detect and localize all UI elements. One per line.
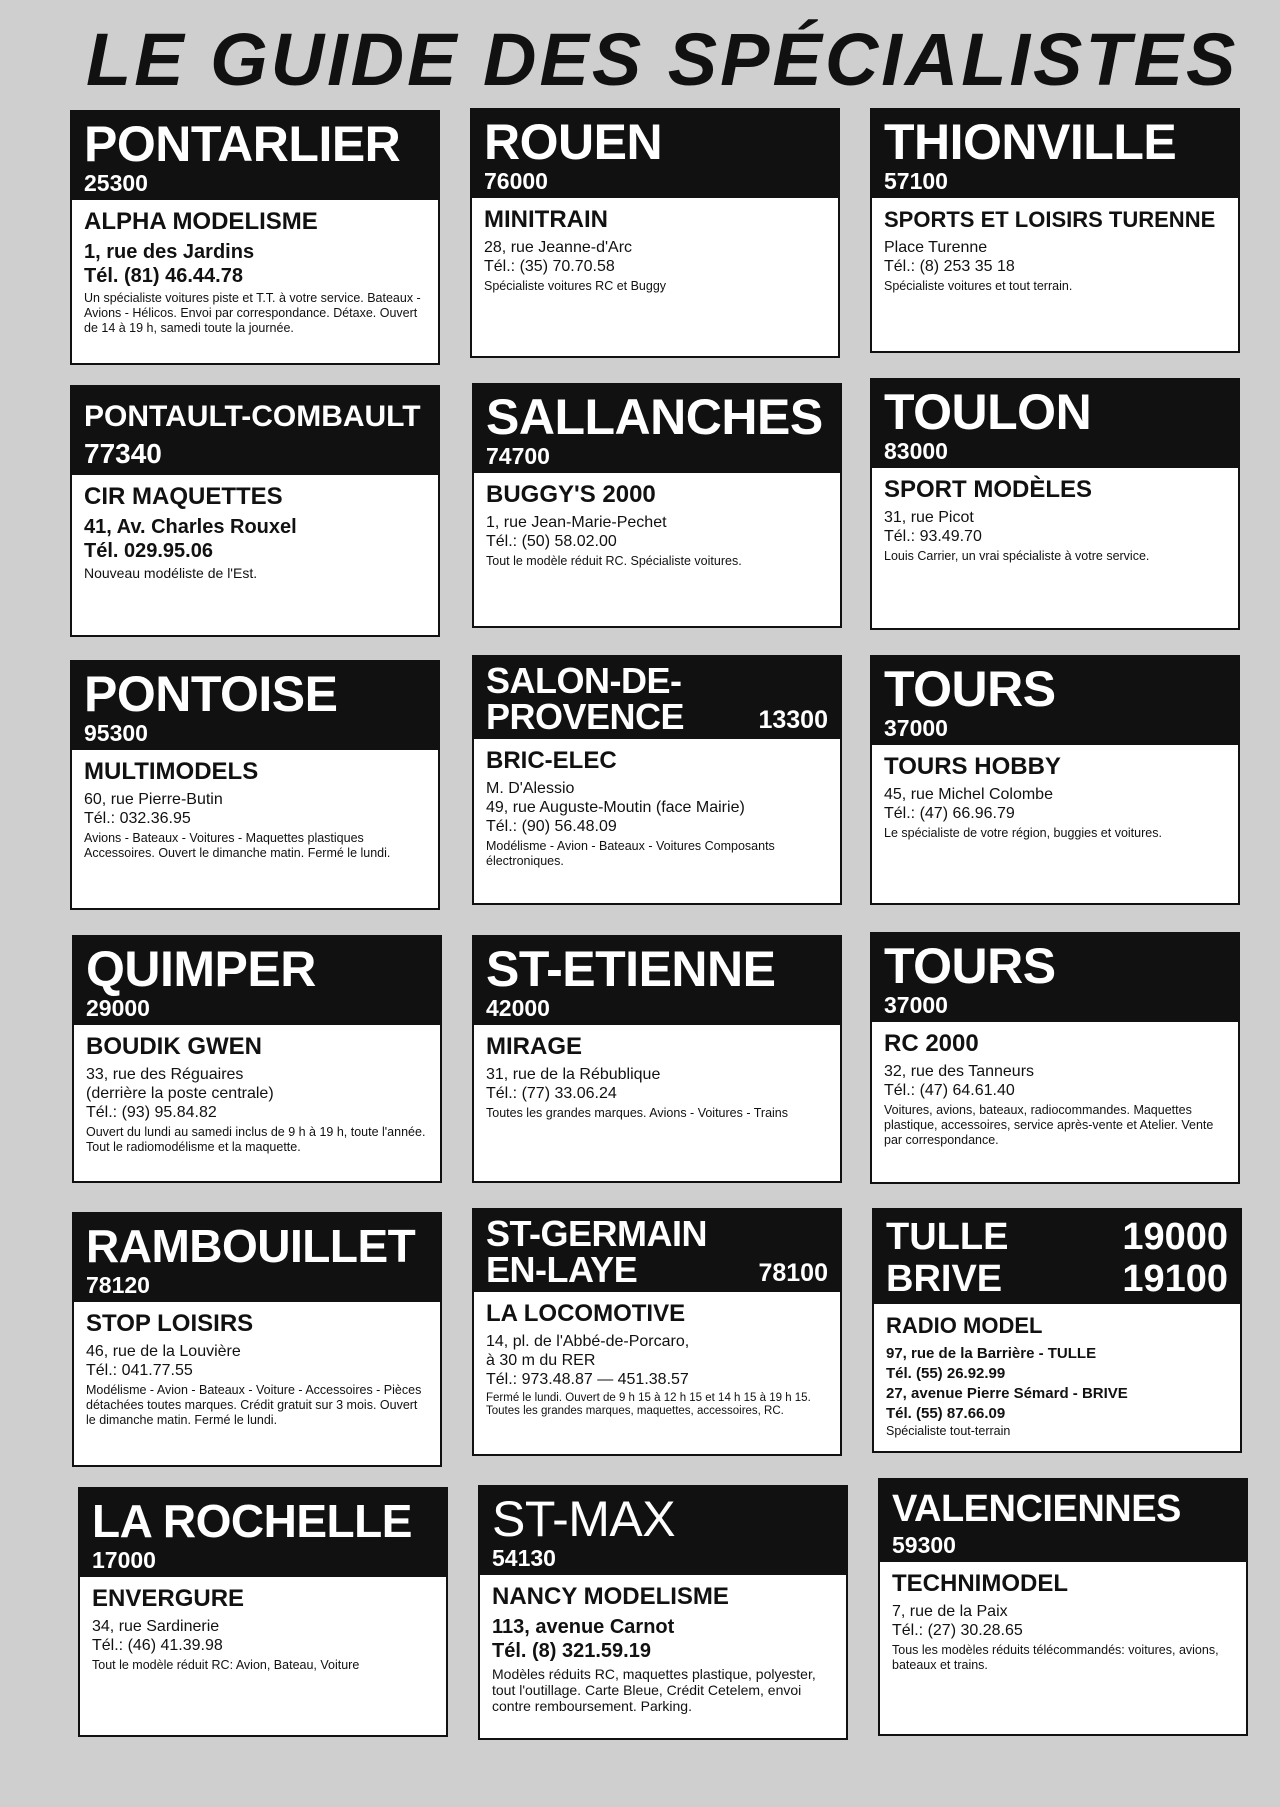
city-name: SALLANCHES bbox=[486, 389, 823, 445]
address-line: 34, rue Sardinerie bbox=[92, 1618, 220, 1635]
shop-card-st-max bbox=[478, 1485, 848, 1740]
card-body bbox=[480, 1575, 846, 1722]
card-body bbox=[872, 198, 1238, 302]
address-line: 46, rue de la Louvière bbox=[86, 1343, 241, 1360]
address-line: Place Turenne bbox=[884, 239, 988, 256]
phone: Tél.: (90) 56.48.09 bbox=[486, 818, 617, 835]
card-body bbox=[74, 1302, 440, 1436]
shop-card-st-etienne bbox=[472, 935, 842, 1183]
shop-name: MULTIMODELS bbox=[84, 758, 259, 785]
shop-name: BOUDIK GWEN bbox=[86, 1033, 262, 1060]
address-line: 32, rue des Tanneurs bbox=[884, 1063, 1035, 1080]
card-header bbox=[872, 380, 1238, 468]
card-header bbox=[72, 112, 438, 200]
address-line: à 30 m du RER bbox=[486, 1352, 596, 1369]
shop-name: NANCY MODELISME bbox=[492, 1583, 729, 1610]
city-name-line: PROVENCE bbox=[486, 696, 685, 737]
shop-card-rc-2000 bbox=[870, 932, 1240, 1184]
address-line: 31, rue de la Rébublique bbox=[486, 1066, 661, 1083]
address bbox=[86, 1065, 428, 1122]
shop-note: Spécialiste voitures RC et Buggy bbox=[484, 279, 667, 293]
shop-note: Modélisme - Avion - Bateaux - Voiture - Accessoires - Pièces détachées toutes marques. Crédit gratuit sur 3 mois. Ouvert le dimanche matin. Fermé le lundi. bbox=[86, 1383, 422, 1427]
card-header bbox=[474, 385, 840, 473]
shop-card-pontault-combault bbox=[70, 385, 440, 637]
address bbox=[886, 1344, 1228, 1424]
shop-card-thionville bbox=[870, 108, 1240, 353]
address bbox=[486, 1065, 828, 1103]
city-name: TULLE bbox=[886, 1216, 1009, 1258]
shop-name: MINITRAIN bbox=[484, 206, 608, 233]
card-header bbox=[474, 657, 840, 739]
shop-card-sallanches bbox=[472, 383, 842, 628]
address-line: 113, avenue Carnot bbox=[492, 1616, 675, 1638]
address bbox=[892, 1602, 1234, 1640]
postcode: 54130 bbox=[492, 1545, 556, 1571]
address bbox=[486, 1332, 828, 1389]
shop-card-la-rochelle bbox=[78, 1487, 448, 1737]
city-name: ST-ETIENNE bbox=[486, 941, 776, 997]
shop-card-pontarlier bbox=[70, 110, 440, 365]
city-name-line: ST-GERMAIN bbox=[486, 1213, 708, 1254]
shop-note: Toutes les grandes marques. Avions - Voitures - Trains bbox=[486, 1106, 789, 1120]
shop-card-st-germain-en-laye bbox=[472, 1208, 842, 1456]
shop-note: Spécialiste tout-terrain bbox=[886, 1424, 1011, 1438]
city-row bbox=[886, 1216, 1228, 1258]
address-line: 45, rue Michel Colombe bbox=[884, 786, 1053, 803]
postcode: 19000 bbox=[1122, 1216, 1228, 1258]
address-line: 1, rue Jean-Marie-Pechet bbox=[486, 514, 667, 531]
shop-name: RADIO MODEL bbox=[886, 1313, 1043, 1338]
phone: Tél.: (35) 70.70.58 bbox=[484, 258, 615, 275]
shop-note: Louis Carrier, un vrai spécialiste à votre service. bbox=[884, 549, 1150, 563]
postcode: 17000 bbox=[92, 1547, 156, 1573]
shop-card-quimper bbox=[72, 935, 442, 1183]
city-name: THIONVILLE bbox=[884, 114, 1177, 170]
shop-note: Nouveau modéliste de l'Est. bbox=[84, 565, 258, 581]
card-header bbox=[880, 1480, 1246, 1562]
phone: Tél.: (93) 95.84.82 bbox=[86, 1104, 217, 1121]
address bbox=[884, 238, 1226, 276]
shop-note: Ouvert du lundi au samedi inclus de 9 h à 19 h, toute l'année. Tout le radiomodélisme et la maquette. bbox=[86, 1125, 426, 1154]
card-header bbox=[472, 110, 838, 198]
postcode: 78100 bbox=[758, 1259, 828, 1287]
phone: Tél.: (47) 66.96.79 bbox=[884, 805, 1015, 822]
shop-note: Modèles réduits RC, maquettes plastique, polyester, tout l'outillage. Carte Bleue, Crédit Cetelem, envoi contre remboursement. Parking. bbox=[492, 1666, 816, 1714]
shop-name: ALPHA MODELISME bbox=[84, 208, 318, 235]
phone: Tél. (55) 26.92.99 bbox=[886, 1365, 1006, 1382]
shop-card-tulle-brive bbox=[872, 1208, 1242, 1453]
postcode: 42000 bbox=[486, 995, 550, 1021]
address bbox=[484, 238, 826, 276]
postcode: 95300 bbox=[84, 720, 148, 746]
address-line: 60, rue Pierre-Butin bbox=[84, 791, 223, 808]
shop-name: ENVERGURE bbox=[92, 1585, 245, 1612]
phone: Tél.: 032.36.95 bbox=[84, 810, 191, 827]
address bbox=[86, 1342, 428, 1380]
city-name: TOURS bbox=[884, 938, 1056, 994]
address-line: (derrière la poste centrale) bbox=[86, 1085, 274, 1102]
shop-note: Tout le modèle réduit RC: Avion, Bateau, Voiture bbox=[92, 1658, 360, 1672]
postcode: 78120 bbox=[86, 1272, 150, 1298]
address-line: 1, rue des Jardins bbox=[84, 241, 255, 263]
card-header bbox=[872, 110, 1238, 198]
card-body bbox=[474, 1292, 840, 1426]
page-title: LE GUIDE DES SPÉCIALISTES bbox=[86, 18, 1239, 101]
phone: Tél.: (27) 30.28.65 bbox=[892, 1622, 1023, 1639]
address bbox=[84, 790, 426, 828]
city-name-line: EN-LAYE bbox=[486, 1249, 638, 1290]
card-body bbox=[872, 745, 1238, 849]
address-line: 14, pl. de l'Abbé-de-Porcaro, bbox=[486, 1333, 690, 1350]
city-name: PONTOISE bbox=[84, 666, 338, 722]
card-body bbox=[72, 475, 438, 589]
shop-name: BRIC-ELEC bbox=[486, 747, 617, 774]
card-header bbox=[474, 1210, 840, 1292]
address bbox=[492, 1615, 834, 1663]
shop-card-salon-de-provence bbox=[472, 655, 842, 905]
shop-note: Tout le modèle réduit RC. Spécialiste voitures. bbox=[486, 554, 742, 568]
shop-note: Modélisme - Avion - Bateaux - Voitures Composants électroniques. bbox=[486, 839, 775, 868]
card-body bbox=[72, 200, 438, 344]
shop-name: CIR MAQUETTES bbox=[84, 483, 283, 510]
card-body bbox=[474, 473, 840, 577]
card-body bbox=[880, 1562, 1246, 1681]
phone: Tél.: 041.77.55 bbox=[86, 1362, 193, 1379]
shop-note: Voitures, avions, bateaux, radiocommandes. Maquettes plastique, accessoires, service après-vente et Atelier. Vente par correspondance. bbox=[884, 1103, 1214, 1147]
shop-card-rouen bbox=[470, 108, 840, 358]
address-line: 41, Av. Charles Rouxel bbox=[84, 516, 297, 538]
card-body bbox=[80, 1577, 446, 1681]
shop-card-pontoise bbox=[70, 660, 440, 910]
shop-name: TOURS HOBBY bbox=[884, 753, 1061, 780]
address bbox=[884, 508, 1226, 546]
card-header bbox=[74, 937, 440, 1025]
city-name: VALENCIENNES bbox=[892, 1488, 1181, 1530]
card-body bbox=[872, 1022, 1238, 1156]
city-name: QUIMPER bbox=[86, 941, 316, 997]
postcode: 59300 bbox=[892, 1532, 956, 1558]
city-name: BRIVE bbox=[886, 1258, 1003, 1300]
shop-card-valenciennes bbox=[878, 1478, 1248, 1736]
phone: Tél.: 93.49.70 bbox=[884, 528, 982, 545]
card-header bbox=[874, 1210, 1240, 1304]
card-header bbox=[872, 657, 1238, 745]
phone: Tél.: (47) 64.61.40 bbox=[884, 1082, 1015, 1099]
shop-card-toulon bbox=[870, 378, 1240, 630]
phone: Tél.: (46) 41.39.98 bbox=[92, 1637, 223, 1654]
city-name: TOULON bbox=[884, 384, 1092, 440]
shop-name: TECHNIMODEL bbox=[892, 1570, 1068, 1597]
city-name: RAMBOUILLET bbox=[86, 1220, 416, 1272]
shop-name: BUGGY'S 2000 bbox=[486, 481, 656, 508]
shop-note: Tous les modèles réduits télécommandés: voitures, avions, bateaux et trains. bbox=[892, 1643, 1219, 1672]
city-name: TOURS bbox=[884, 661, 1056, 717]
card-body bbox=[74, 1025, 440, 1163]
city-name: PONTARLIER bbox=[84, 116, 401, 172]
card-header bbox=[72, 387, 438, 475]
address bbox=[486, 779, 828, 836]
shop-name: SPORTS ET LOISIRS TURENNE bbox=[884, 207, 1216, 232]
address bbox=[486, 513, 828, 551]
postcode: 13300 bbox=[758, 706, 828, 734]
address bbox=[84, 240, 426, 288]
postcode: 25300 bbox=[84, 170, 148, 196]
shop-name: STOP LOISIRS bbox=[86, 1310, 254, 1337]
postcode: 19100 bbox=[1122, 1258, 1228, 1300]
city-name: PONTAULT-COMBAULT bbox=[84, 400, 421, 433]
address-line: 49, rue Auguste-Moutin (face Mairie) bbox=[486, 799, 745, 816]
phone: Tél.: (50) 58.02.00 bbox=[486, 533, 617, 550]
shop-note: Fermé le lundi. Ouvert de 9 h 15 à 12 h 15 et 14 h 15 à 19 h 15. Toutes les grandes marques, maquettes, accessoires, RC. bbox=[486, 1392, 811, 1417]
address-line: 31, rue Picot bbox=[884, 509, 974, 526]
city-name: ST-MAX bbox=[492, 1491, 676, 1547]
shop-note: Avions - Bateaux - Voitures - Maquettes plastiques Accessoires. Ouvert le dimanche matin. Fermé le lundi. bbox=[84, 831, 391, 860]
card-header bbox=[72, 662, 438, 750]
address-line: 7, rue de la Paix bbox=[892, 1603, 1008, 1620]
city-name: ROUEN bbox=[484, 114, 663, 170]
postcode: 57100 bbox=[884, 168, 948, 194]
shop-note: Le spécialiste de votre région, buggies et voitures. bbox=[884, 826, 1162, 840]
card-body bbox=[474, 739, 840, 877]
address-line: 27, avenue Pierre Sémard - BRIVE bbox=[886, 1385, 1128, 1402]
postcode: 83000 bbox=[884, 438, 948, 464]
shop-name: MIRAGE bbox=[486, 1033, 582, 1060]
shop-note: Un spécialiste voitures piste et T.T. à votre service. Bateaux - Avions - Hélicos. Envoi par correspondance. Détaxe. Ouvert de 14 à 19 h, samedi toute la journée. bbox=[84, 291, 421, 335]
card-body bbox=[472, 198, 838, 302]
city-row bbox=[886, 1258, 1228, 1300]
postcode: 37000 bbox=[884, 992, 948, 1018]
postcode: 77340 bbox=[84, 438, 162, 469]
phone: Tél. (55) 87.66.09 bbox=[886, 1405, 1006, 1422]
phone: Tél. (81) 46.44.78 bbox=[84, 265, 243, 287]
postcode: 76000 bbox=[484, 168, 548, 194]
card-header bbox=[80, 1489, 446, 1577]
card-header bbox=[74, 1214, 440, 1302]
phone: Tél.: (77) 33.06.24 bbox=[486, 1085, 617, 1102]
address-line: 28, rue Jeanne-d'Arc bbox=[484, 239, 633, 256]
city-name: LA ROCHELLE bbox=[92, 1495, 412, 1547]
address bbox=[92, 1617, 434, 1655]
card-body bbox=[874, 1304, 1240, 1447]
shop-name: LA LOCOMOTIVE bbox=[486, 1300, 686, 1327]
address bbox=[884, 1062, 1226, 1100]
postcode: 29000 bbox=[86, 995, 150, 1021]
postcode: 37000 bbox=[884, 715, 948, 741]
address bbox=[84, 515, 426, 563]
phone: Tél. 029.95.06 bbox=[84, 540, 213, 562]
city-name-line: SALON-DE- bbox=[486, 660, 682, 701]
shop-card-tours-hobby bbox=[870, 655, 1240, 905]
phone: Tél.: 973.48.87 — 451.38.57 bbox=[486, 1371, 689, 1388]
phone: Tél.: (8) 253 35 18 bbox=[884, 258, 1015, 275]
phone: Tél. (8) 321.59.19 bbox=[492, 1640, 651, 1662]
address-line: 97, rue de la Barrière - TULLE bbox=[886, 1345, 1097, 1362]
shop-name: SPORT MODÈLES bbox=[884, 476, 1093, 503]
card-header bbox=[474, 937, 840, 1025]
shop-card-rambouillet bbox=[72, 1212, 442, 1467]
card-body bbox=[872, 468, 1238, 572]
address-line: M. D'Alessio bbox=[486, 780, 575, 797]
shop-name: RC 2000 bbox=[884, 1030, 979, 1057]
card-header bbox=[872, 934, 1238, 1022]
postcode: 74700 bbox=[486, 443, 550, 469]
card-header bbox=[480, 1487, 846, 1575]
address bbox=[884, 785, 1226, 823]
shop-note: Spécialiste voitures et tout terrain. bbox=[884, 279, 1073, 293]
card-body bbox=[72, 750, 438, 869]
card-body bbox=[474, 1025, 840, 1129]
address-line: 33, rue des Réguaires bbox=[86, 1066, 244, 1083]
